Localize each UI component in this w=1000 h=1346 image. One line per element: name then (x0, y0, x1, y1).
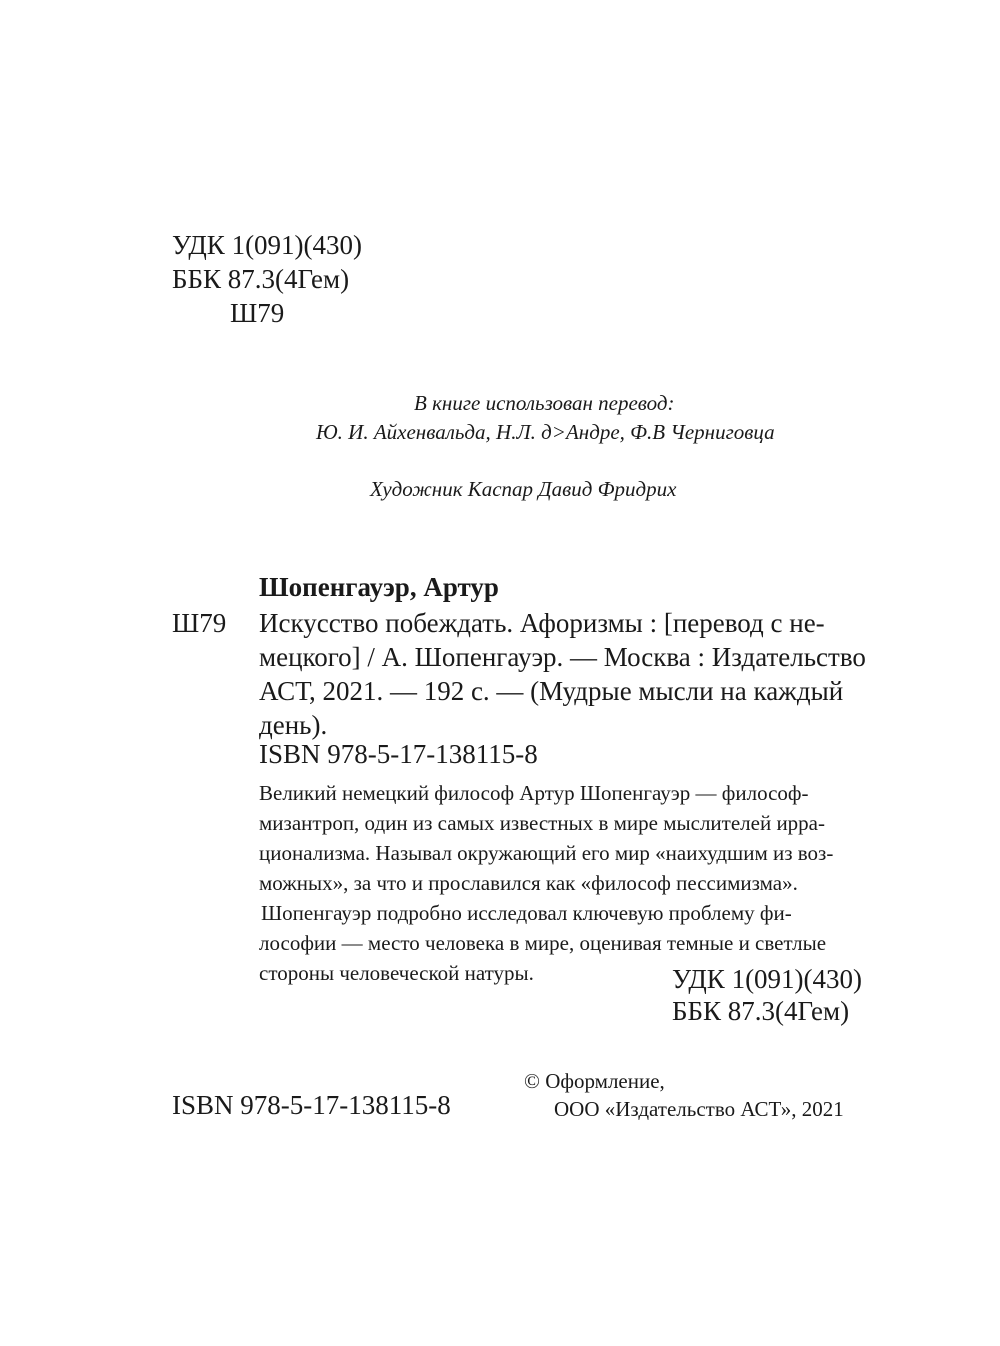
record-isbn: ISBN 978-5-17-138115-8 (259, 739, 538, 769)
annotation-line: Великий немецкий философ Артур Шопенгауэр — философ- (259, 781, 809, 805)
record-title (259, 606, 866, 742)
annotation-line: можных», за что и прославился как «философ пессимизма». (259, 871, 798, 895)
record-title-line: мецкого] / А. Шопенгауэр. — Москва : Издательство (259, 642, 866, 672)
record-title-line: Искусство побеждать. Афоризмы : [перевод с не- (259, 608, 825, 638)
record-title-line: день). (259, 710, 328, 740)
record-annotation (259, 778, 833, 988)
annotation-line: Шопенгауэр подробно исследовал ключевую проблему фи- (261, 901, 792, 925)
annotation-line: мизантроп, один из самых известных в мире мыслителей ирра- (259, 811, 825, 835)
footer-copyright-line2: ООО «Издательство АСТ», 2021 (554, 1097, 844, 1121)
record-title-line: АСТ, 2021. — 192 с. — (Мудрые мысли на каждый (259, 676, 844, 706)
annotation-line: лософии — место человека в мире, оценивая темные и светлые (259, 931, 827, 955)
translation-note-line1: В книге использован перевод: (414, 391, 675, 415)
annotation-line: стороны человеческой натуры. (259, 961, 534, 985)
record-author: Шопенгауэр, Артур (259, 572, 499, 602)
annotation-line: ционализма. Называл окружающий его мир «наихудшим из воз- (259, 841, 834, 865)
record-bbk: ББК 87.3(4Гем) (672, 996, 850, 1026)
footer-isbn: ISBN 978-5-17-138115-8 (172, 1090, 451, 1120)
artist-note: Художник Каспар Давид Фридрих (370, 477, 677, 501)
top-index (172, 228, 362, 330)
translation-note-line2: Ю. И. Айхенвальда, Н.Л. д>Андре, Ф.В Черниговца (316, 420, 775, 444)
top-bbk: ББК 87.3(4Гем) (172, 264, 350, 294)
top-code: Ш79 (230, 298, 285, 328)
record-udk: УДК 1(091)(430) (672, 964, 863, 994)
record-code: Ш79 (172, 608, 227, 638)
top-udk: УДК 1(091)(430) (172, 230, 363, 260)
footer-copyright-line1: © Оформление, (524, 1069, 665, 1093)
